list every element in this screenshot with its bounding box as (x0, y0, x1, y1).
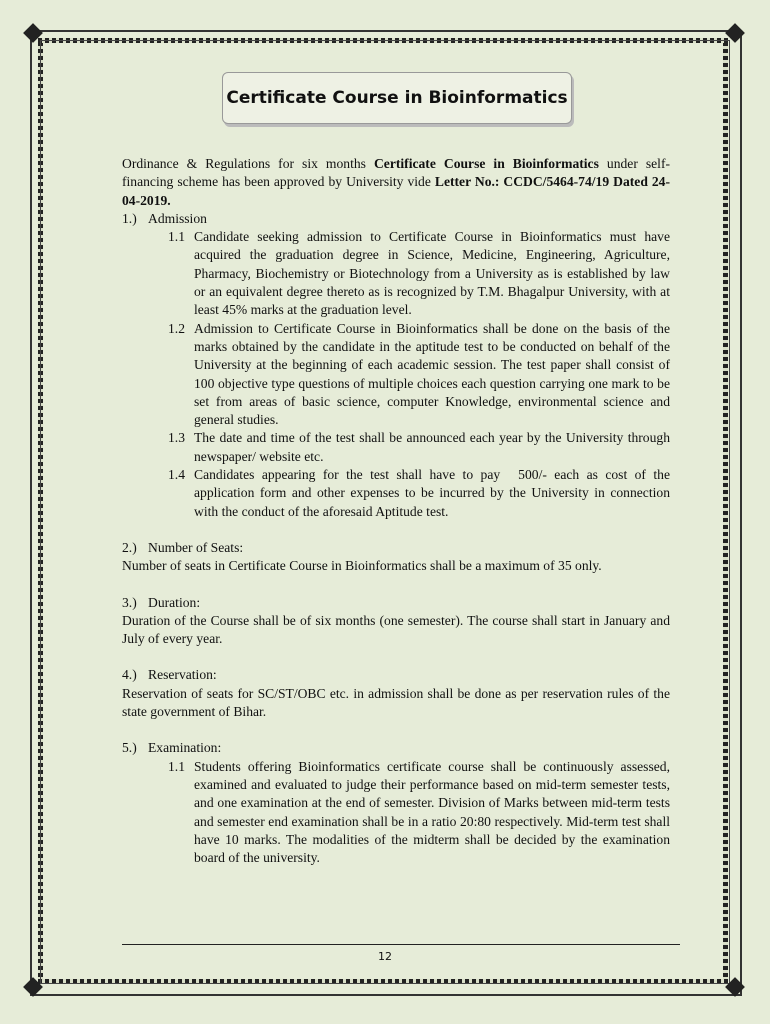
section-duration (122, 594, 670, 649)
intro-text-1: Ordinance & Regulations for six months (122, 156, 374, 171)
item-text: Candidate seeking admission to Certificate Course in Bioinformatics must have acquired the graduation degree in Science, Medicine, Engineering, Agriculture, Pharmacy, Biochemistry or Biotechnology from a University as is established by law or an equivalent degree thereto as is recognized by T.M. Bhagalpur University, with at least 45% marks at the graduation level. (194, 229, 670, 318)
item-text: Students offering Bioinformatics certificate course shall be continuously assessed, examined and evaluated to judge their performance based on mid-term semester tests, and one examination at the end of semester. Division of Marks between mid-term tests and semester end examination shall be in a ratio 20:80 respectively. Mid-term test shall have 10 marks. The modalities of the midterm shall be decided by the examination board of the university. (194, 758, 670, 866)
list-item (168, 466, 670, 521)
section-number: 4.) (122, 667, 137, 683)
item-number: 1.4 (168, 467, 185, 483)
item-number: 1.3 (168, 430, 185, 446)
intro-text-2: under self-financing scheme has been approved by University vide (122, 156, 671, 190)
section-heading (122, 539, 670, 557)
item-number: 1.1 (168, 229, 185, 245)
section-title: Reservation: (148, 667, 217, 683)
section-number: 2.) (122, 539, 137, 555)
section-reservation (122, 666, 670, 721)
footer-divider (122, 944, 680, 945)
section-number: 5.) (122, 740, 137, 756)
section-body: Reservation of seats for SC/ST/OBC etc. in admission shall be done as per reservation rules of the state government of Bihar. (122, 685, 670, 720)
section-number: 3.) (122, 594, 137, 610)
intro-letter-ref: Letter No.: CCDC/5464-74/19 Dated 24-04-2019. (122, 174, 671, 208)
page-title: Certificate Course in Bioinformatics (226, 88, 568, 108)
list-item (168, 228, 670, 319)
document-body (122, 155, 670, 867)
section-body: Number of seats in Certificate Course in Bioinformatics shall be a maximum of 35 only. (122, 558, 602, 574)
section-number: 1.) (122, 210, 137, 226)
section-title: Examination: (148, 740, 222, 756)
intro-paragraph (122, 155, 670, 210)
item-number: 1.1 (168, 758, 185, 774)
section-heading (122, 594, 670, 612)
section-title: Duration: (148, 594, 201, 610)
item-text-part: 500/- each as cost of the application form and other expenses to be incurred by the University in connection with the conduct of the aforesaid Aptitude test. (194, 467, 670, 519)
section-seats (122, 539, 670, 576)
section-title: Number of Seats: (148, 539, 244, 555)
intro-course-name: Certificate Course in Bioinformatics (373, 156, 599, 171)
section-body: Duration of the Course shall be of six months (one semester). The course shall start in January and July of every year. (122, 612, 670, 647)
list-item (168, 758, 670, 868)
list-item (168, 429, 670, 466)
section-heading (122, 739, 670, 757)
section-examination (122, 739, 670, 867)
list-item (168, 320, 670, 430)
section-heading (122, 210, 670, 228)
item-text: Admission to Certificate Course in Bioinformatics shall be done on the basis of the marks obtained by the candidate in the aptitude test to be conducted on behalf of the University at the beginning of each academic session. The test paper shall consist of 100 objective type questions of multiple choices each question carrying one mark to be set from areas of basic science, computer Knowledge, environmental science and general studies. (194, 320, 670, 428)
section-admission (122, 210, 670, 521)
item-text-part: Candidates appearing for the test shall have to pay (194, 467, 501, 483)
item-text (194, 466, 670, 521)
item-text: The date and time of the test shall be announced each year by the University through newspaper/ website etc. (194, 430, 670, 464)
title-box (222, 72, 572, 124)
section-heading (122, 666, 670, 684)
item-number: 1.2 (168, 320, 185, 336)
section-title: Admission (148, 210, 207, 226)
page-number: 12 (378, 950, 392, 963)
